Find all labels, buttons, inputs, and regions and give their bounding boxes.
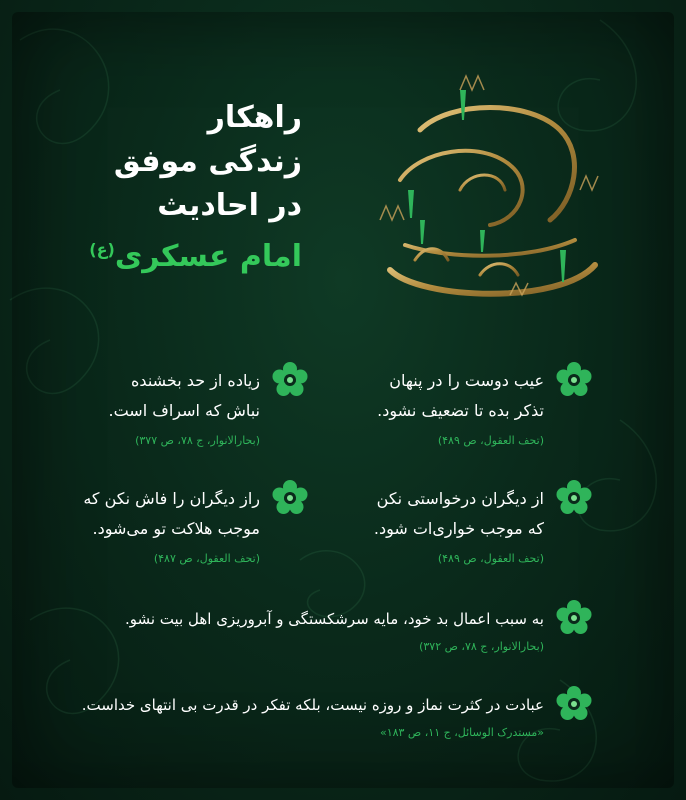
hadith-item bbox=[34, 684, 594, 744]
hadith-source: «مستدرک الوسائل، ج ۱۱، ص ۱۸۳» bbox=[379, 726, 544, 739]
hadith-text bbox=[377, 366, 544, 426]
calligraphy-logo-icon bbox=[360, 70, 620, 320]
title-imam-name: امام عسکری bbox=[114, 239, 302, 274]
hadith-line: از دیگران درخواستی نکن bbox=[376, 489, 544, 508]
hadith-text bbox=[83, 484, 260, 544]
flower-icon bbox=[270, 478, 310, 518]
title-honorific: (ع) bbox=[89, 240, 115, 259]
title-line-2: زندگی موفق bbox=[113, 144, 302, 179]
hadith-line: تذکر بده تا تضعیف نشود. bbox=[377, 401, 544, 420]
hadith-item bbox=[34, 598, 594, 658]
hadith-text bbox=[109, 366, 261, 426]
hadith-line: موجب هلاکت تو می‌شود. bbox=[92, 519, 260, 538]
hadith-source: (تحف العقول، ص ۴۸۷) bbox=[153, 552, 260, 565]
hadith-text bbox=[374, 484, 544, 544]
flower-icon bbox=[554, 598, 594, 638]
hadith-line: به سبب اعمال بد خود، مایه سرشکستگی و آبروریزی اهل بیت نشو. bbox=[124, 610, 544, 628]
hadith-item bbox=[50, 478, 310, 568]
flower-icon bbox=[554, 684, 594, 724]
title-line-4 bbox=[42, 228, 302, 279]
hadith-source: (تحف العقول، ص ۴۸۹) bbox=[437, 434, 544, 447]
hadith-line: عبادت در کثرت نماز و روزه نیست، بلکه تفکر در قدرت بی انتهای خداست. bbox=[81, 696, 544, 714]
hadith-source: (تحف العقول، ص ۴۸۹) bbox=[437, 552, 544, 565]
hadith-item bbox=[314, 478, 594, 568]
hadith-line: راز دیگران را فاش نکن که bbox=[83, 489, 260, 508]
title-line-3: در احادیث bbox=[157, 188, 302, 223]
hadith-text bbox=[82, 690, 544, 720]
hadith-item bbox=[314, 360, 594, 450]
hadith-source: (بحارالانوار، ج ۷۸، ص ۳۷۲) bbox=[419, 640, 544, 653]
page-title bbox=[42, 96, 302, 279]
hadith-line: نباش که اسراف است. bbox=[108, 401, 260, 420]
hadith-line: عیب دوست را در پنهان bbox=[389, 371, 544, 390]
flower-icon bbox=[270, 360, 310, 400]
flower-icon bbox=[554, 478, 594, 518]
flower-icon bbox=[554, 360, 594, 400]
hadith-line: که موجب خواری‌ات شود. bbox=[373, 519, 544, 538]
hadith-line: زیاده از حد بخشنده bbox=[131, 371, 260, 390]
title-line-1: راهکار bbox=[207, 100, 302, 135]
hadith-source: (بحارالانوار، ج ۷۸، ص ۳۷۷) bbox=[135, 434, 260, 447]
hadith-text bbox=[125, 604, 544, 634]
hadith-item bbox=[50, 360, 310, 450]
